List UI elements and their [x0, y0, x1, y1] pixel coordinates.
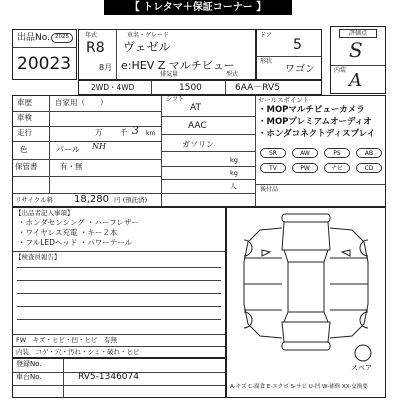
recycle-fee: 18,280: [74, 194, 109, 205]
roof: [288, 262, 324, 312]
rear-glass: [284, 312, 328, 322]
tailgate: [282, 322, 330, 342]
seller-note-line: ・ワイヤレス充電 ・キー２本: [18, 228, 118, 237]
sales-point-3: ・ホンダコネクトディスプレイ: [258, 129, 376, 139]
damage-legend: A-キズ C-腐食 E-エクボ S-サビ U-凹 W-補修 XX-交換要: [230, 384, 368, 390]
inspector-report-label: 【検査員報告】: [15, 253, 61, 261]
inspection-label: 車検: [17, 113, 32, 122]
interior-condition: 内装 コゲ・穴・汚れ・シミ・破れ・ヒビ: [16, 348, 140, 356]
sales-point-label: セールスポイント: [258, 96, 310, 104]
right-side-outline: [330, 228, 368, 338]
right-panel-lines: [330, 258, 368, 310]
car-grade: e:HEV Z マルチビュー: [121, 59, 235, 72]
mileage-man: 万: [95, 128, 103, 137]
lot-stamp: 2025: [51, 33, 73, 43]
spare-tire-icon: [352, 343, 374, 363]
equipment-badge: PW: [292, 163, 318, 173]
front-bumper: [282, 214, 330, 222]
shift-label: シフト: [166, 96, 185, 103]
unit-person: 人: [230, 182, 237, 190]
model-code: 6AA－RV5: [235, 83, 280, 93]
shift-value: AT: [190, 103, 201, 113]
lot-label: 出品No.: [17, 33, 50, 43]
corner-banner: 【 トレタマ＋保証コーナー 】: [104, 0, 292, 15]
lot-box: [12, 29, 77, 80]
seller-note-line: ・ホンダセンシング ・ハーフレザー: [18, 218, 139, 227]
left-panel-lines: [244, 258, 282, 310]
aircon-value: AAC: [188, 121, 207, 131]
car-side-right: [330, 228, 368, 338]
score-label: 評価点: [339, 29, 377, 38]
car-side-left: [244, 228, 282, 338]
left-mirror: [262, 250, 270, 256]
recycle-label: リサイクル料: [15, 196, 54, 204]
unit-kg-2: kg: [230, 169, 238, 177]
history-value: 自家用（ ）: [55, 98, 108, 107]
equipment-badge: AW: [292, 148, 318, 158]
manual-value: 有・無: [60, 162, 83, 171]
history-label: 車歴: [17, 98, 32, 107]
model-code-label: 型式: [226, 71, 239, 78]
recycle-unit: 円 (預託済): [114, 196, 148, 204]
color-label: 色: [20, 145, 28, 154]
equipment-badge: CD: [356, 163, 382, 173]
door-shape-box: [256, 29, 322, 80]
manual-label: 保管書: [15, 162, 38, 171]
year-label: 年式: [85, 32, 98, 39]
equipment-badge: SR: [260, 148, 286, 158]
equipment-badge: ナビ: [324, 163, 350, 173]
interior-score: A: [349, 70, 362, 91]
registration-label: 登録No.: [16, 360, 42, 368]
mileage-sen: 千: [120, 128, 128, 137]
spec-row: [78, 80, 322, 95]
sales-point-2: ・MOPプレミアムオーディオ: [258, 117, 372, 127]
interior-label: 内装: [334, 67, 347, 74]
color-code: NH: [92, 142, 106, 151]
equipment-badge: TV: [260, 163, 286, 173]
right-rear-wheel: [360, 312, 368, 328]
lot-number: 20023: [17, 54, 72, 74]
mileage-label: 走行: [17, 128, 32, 137]
sales-point-1: ・MOPマルチビューカメラ: [258, 105, 365, 115]
mileage-value: 3: [132, 124, 139, 137]
overall-score: S: [349, 38, 363, 62]
equipment-badge: PS: [324, 148, 350, 158]
left-side-outline: [244, 228, 282, 338]
door-label: ドア: [260, 32, 272, 39]
score-box: [330, 26, 386, 94]
displacement-label: 排気量: [160, 71, 179, 78]
body-shape: ワゴン: [285, 64, 315, 75]
car-name: ヴェゼル: [123, 40, 171, 54]
left-rear-wheel: [244, 312, 252, 328]
chassis-number: RV5-1346074: [78, 372, 139, 382]
mileage-unit: km: [146, 130, 156, 137]
color-value: パール: [56, 145, 80, 154]
windshield: [284, 250, 328, 262]
model-year: R8: [86, 40, 105, 56]
name-label: 車名・グレード: [127, 32, 170, 39]
seller-notes-label: 【出品者記入事項】: [15, 209, 74, 217]
hood: [282, 222, 330, 250]
equipment-badge: AB: [356, 148, 382, 158]
unit-kg-1: kg: [230, 156, 238, 164]
model-month: 8月: [99, 63, 113, 72]
rear-bumper: [282, 342, 330, 350]
fuel-value: ガソリン: [182, 140, 214, 149]
right-mirror: [342, 250, 350, 256]
displacement: 1500: [179, 83, 202, 93]
seller-note-line: ・フルLEDヘッド ・パワーテール: [18, 238, 133, 247]
car-body-center: [282, 214, 330, 350]
chassis-label: 車台No.: [16, 373, 42, 381]
spare-label: スペア: [351, 364, 372, 372]
aftermarket-label: 後付品: [260, 186, 279, 193]
drive-type: 2WD・4WD: [91, 83, 135, 92]
fw-condition: FW キズ・ヒビ・凹・ヒビ 有無: [16, 336, 118, 344]
shape-label: 形状: [260, 58, 273, 65]
door-count: 5: [293, 37, 302, 53]
car-damage-diagram: [230, 212, 382, 352]
